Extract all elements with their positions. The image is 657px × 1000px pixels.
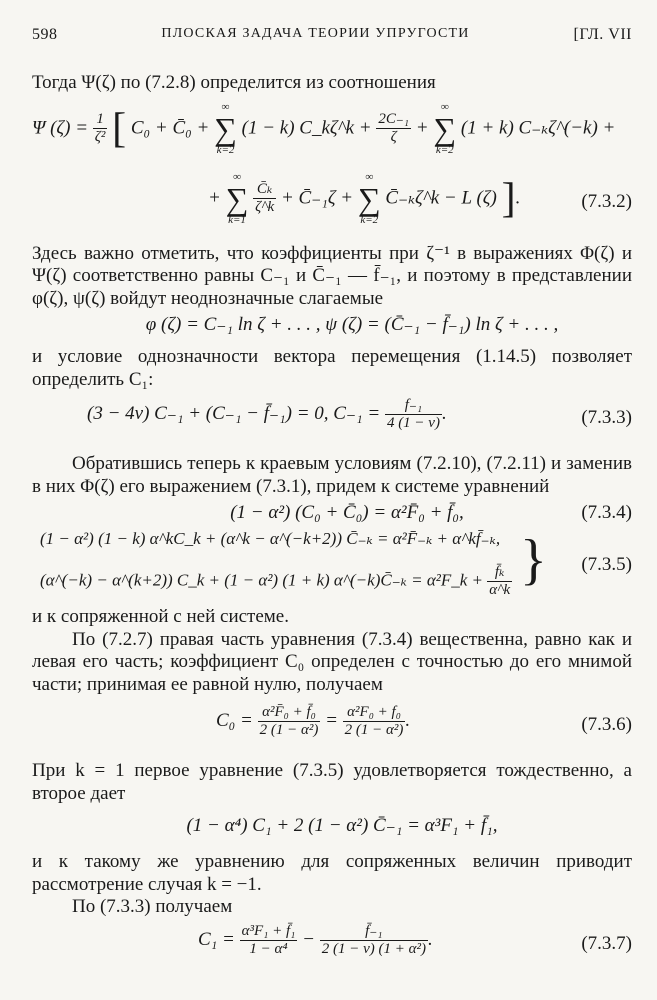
sum-sign: ∞ ∑ k=1 (225, 170, 249, 226)
equation-number: (7.3.6) (581, 714, 632, 735)
equation-k1: (1 − α⁴) C₁ + 2 (1 − α²) C̄₋₁ = α³F₁ + f̄₁, (186, 815, 498, 836)
running-header (32, 26, 632, 54)
running-title: ПЛОСКАЯ ЗАДАЧА ТЕОРИИ УПРУГОСТИ (161, 26, 470, 41)
equation-7-3-2-line2: + ∞ ∑ k=1 $\frac{\text{C̄ₖ}}{\zeta\^{}k}$ + C̄₋₁ζ + ∞ ∑ k=2 C̄₋ₖζ^k − L (ζ) ]. (7.3.2) (208, 170, 632, 226)
paragraph-4: Обратившись теперь к краевым условиям (7.2.10), (7.2.11) и заменив в них Φ(ζ) его выражением (7.3.1), придем к системе уравнений (32, 453, 632, 497)
sum-sign: ∞ ∑ k=2 (433, 100, 457, 156)
eq-lhs: Ψ (ζ) = (32, 116, 89, 138)
eq-term: C₁ = (198, 928, 235, 950)
chapter-label: [ГЛ. VII (573, 26, 632, 43)
equation-7-3-2-line1: Ψ (ζ) = $\frac{1}{\text{ζ²}}$ [ C₀ + C̄₀ + ∞ ∑ k=2 (1 − k) C_kζ^k + $\frac{\text{2C₋₁}}{\zeta}$ + ∞ ∑ k=2 (1 + k) C₋ₖζ^(−k) + (32, 100, 616, 156)
eq-term: C₀ = (216, 709, 253, 731)
book-page (32, 26, 632, 967)
fraction: $\frac{1}{\text{ζ²}}$ (94, 111, 106, 145)
equation-7-3-3: (3 − 4ν) C₋₁ + (C₋₁ − f̄₋₁) = 0, C₋₁ = $\frac{\text{f₋₁}}{4 (1 - \nu)}$ . (7.3.3) (87, 397, 632, 431)
fraction: $\frac{\text{f₋₁}}{4 (1 - \nu)}$ (386, 397, 440, 431)
equation-number: (7.3.3) (581, 407, 632, 428)
fraction: $\frac{\text{2C₋₁}}{\zeta}$ (378, 111, 409, 145)
equation-7-3-7: C₁ = $\frac{\text{α³F₁ + f̄₁}}{\text{1 − α⁴}}$ − $\frac{\text{f̄₋₁}}{\text{2 (1 − ν) (1 + α²)}}$ . (7.3.7) (198, 922, 632, 957)
fraction: $\frac{\text{C̄ₖ}}{\zeta\^{}k}$ (255, 181, 275, 215)
fraction: $\frac{\text{α²F̄₀ + f̄₀}}{\text{2 (1 − α²)}}$ (259, 704, 319, 738)
equation-phi-psi: φ (ζ) = C₋₁ ln ζ + . . . , ψ (ζ) = (C̄₋₁ − f̄₋₁) ln ζ + . . . , (145, 314, 559, 335)
eq-term: C₀ + C̄₀ + (130, 116, 210, 138)
equation-7-3-6: C₀ = $\frac{\text{α²F̄₀ + f̄₀}}{\text{2 (1 − α²)}}$ = $\frac{\text{α²F₀ + f₀}}{\text{2 (1 − α²)}}$ . (7.3.6) (216, 704, 632, 738)
fraction: $\frac{\text{f̄ₖ}}{\alpha\^{}k}$ (489, 564, 511, 598)
page-number: 598 (32, 26, 58, 43)
paragraph-3: и условие однозначности вектора перемещения (1.14.5) позволяет определить C₁: (32, 346, 632, 390)
eq-term: (α^(−k) − α^(k+2)) C_k + (1 − α²) (1 + k) α^(−k)C̄₋ₖ = α²F_k + (40, 570, 484, 590)
fraction: $\frac{\text{f̄₋₁}}{\text{2 (1 − ν) (1 + α²)}}$ (321, 922, 426, 957)
eq-term: + C̄₋₁ζ + (280, 186, 354, 208)
equation-number: (7.3.4) (581, 502, 632, 523)
equation-number: (7.3.2) (581, 190, 632, 212)
fraction: $\frac{\text{α³F₁ + f̄₁}}{\text{1 − α⁴}}$ (241, 922, 296, 957)
equation-number: (7.3.7) (581, 932, 632, 954)
equation-number: (7.3.5) (581, 554, 632, 575)
sum-sign: ∞ ∑ k=2 (214, 100, 237, 156)
eq-term: (1 − k) C_kζ^k + (241, 116, 372, 138)
eq-term: C̄₋ₖζ^k − L (ζ) (385, 186, 497, 208)
paragraph-2: Здесь важно отметить, что коэффициенты при ζ⁻¹ в выражениях Φ(ζ) и Ψ(ζ) соответственно равны C₋₁ и C̄₋₁ — f̄₋₁, и поэтому в представлении φ(ζ), ψ(ζ) войдут неоднозначные слагаемые (32, 242, 632, 309)
equation-7-3-5: (1 − α²) (1 − k) α^kC_k + (α^k − α^(−k+2)) C̄₋ₖ = α²F̄₋ₖ + α^kf̄₋ₖ, (α^(−k) − α^(k+2)) C_k + (1 − α²) (1 + k) α^(−k)C̄₋ₖ = α²F_k + $\frac{\text{f̄ₖ}}{\alpha\^{}k}$ } (7.3.5) (40, 529, 632, 598)
eq-term: (1 + k) C₋ₖζ^(−k) + (460, 116, 616, 138)
paragraph-9: По (7.3.3) получаем (72, 896, 233, 917)
paragraph-5: и к сопряженной с ней системе. (32, 606, 289, 627)
fraction: $\frac{\text{α²F₀ + f₀}}{\text{2 (1 − α²)}}$ (344, 704, 404, 738)
paragraph-7: При k = 1 первое уравнение (7.3.5) удовлетворяется тождественно, а второе дает (32, 760, 632, 804)
paragraph-8: и к такому же уравнению для сопряженных величин приводит рассмотрение случая k = −1. (32, 851, 632, 895)
equation-7-3-4: (1 − α²) (C₀ + C̄₀) = α²F̄₀ + f̄₀, (7.3.4) (230, 502, 632, 523)
paragraph-6: По (7.2.7) правая часть уравнения (7.3.4) вещественна, равно как и левая его часть; коэффициент C₀ определен с точностью до его мнимой части; принимая ее равной нулю, получаем (32, 628, 632, 695)
eq-term: (3 − 4ν) C₋₁ + (C₋₁ − f̄₋₁) = 0, C₋₁ = (87, 402, 381, 424)
sum-sign: ∞ ∑ k=2 (357, 170, 381, 226)
paragraph-1: Тогда Ψ(ζ) по (7.2.8) определится из соотношения (32, 72, 436, 93)
